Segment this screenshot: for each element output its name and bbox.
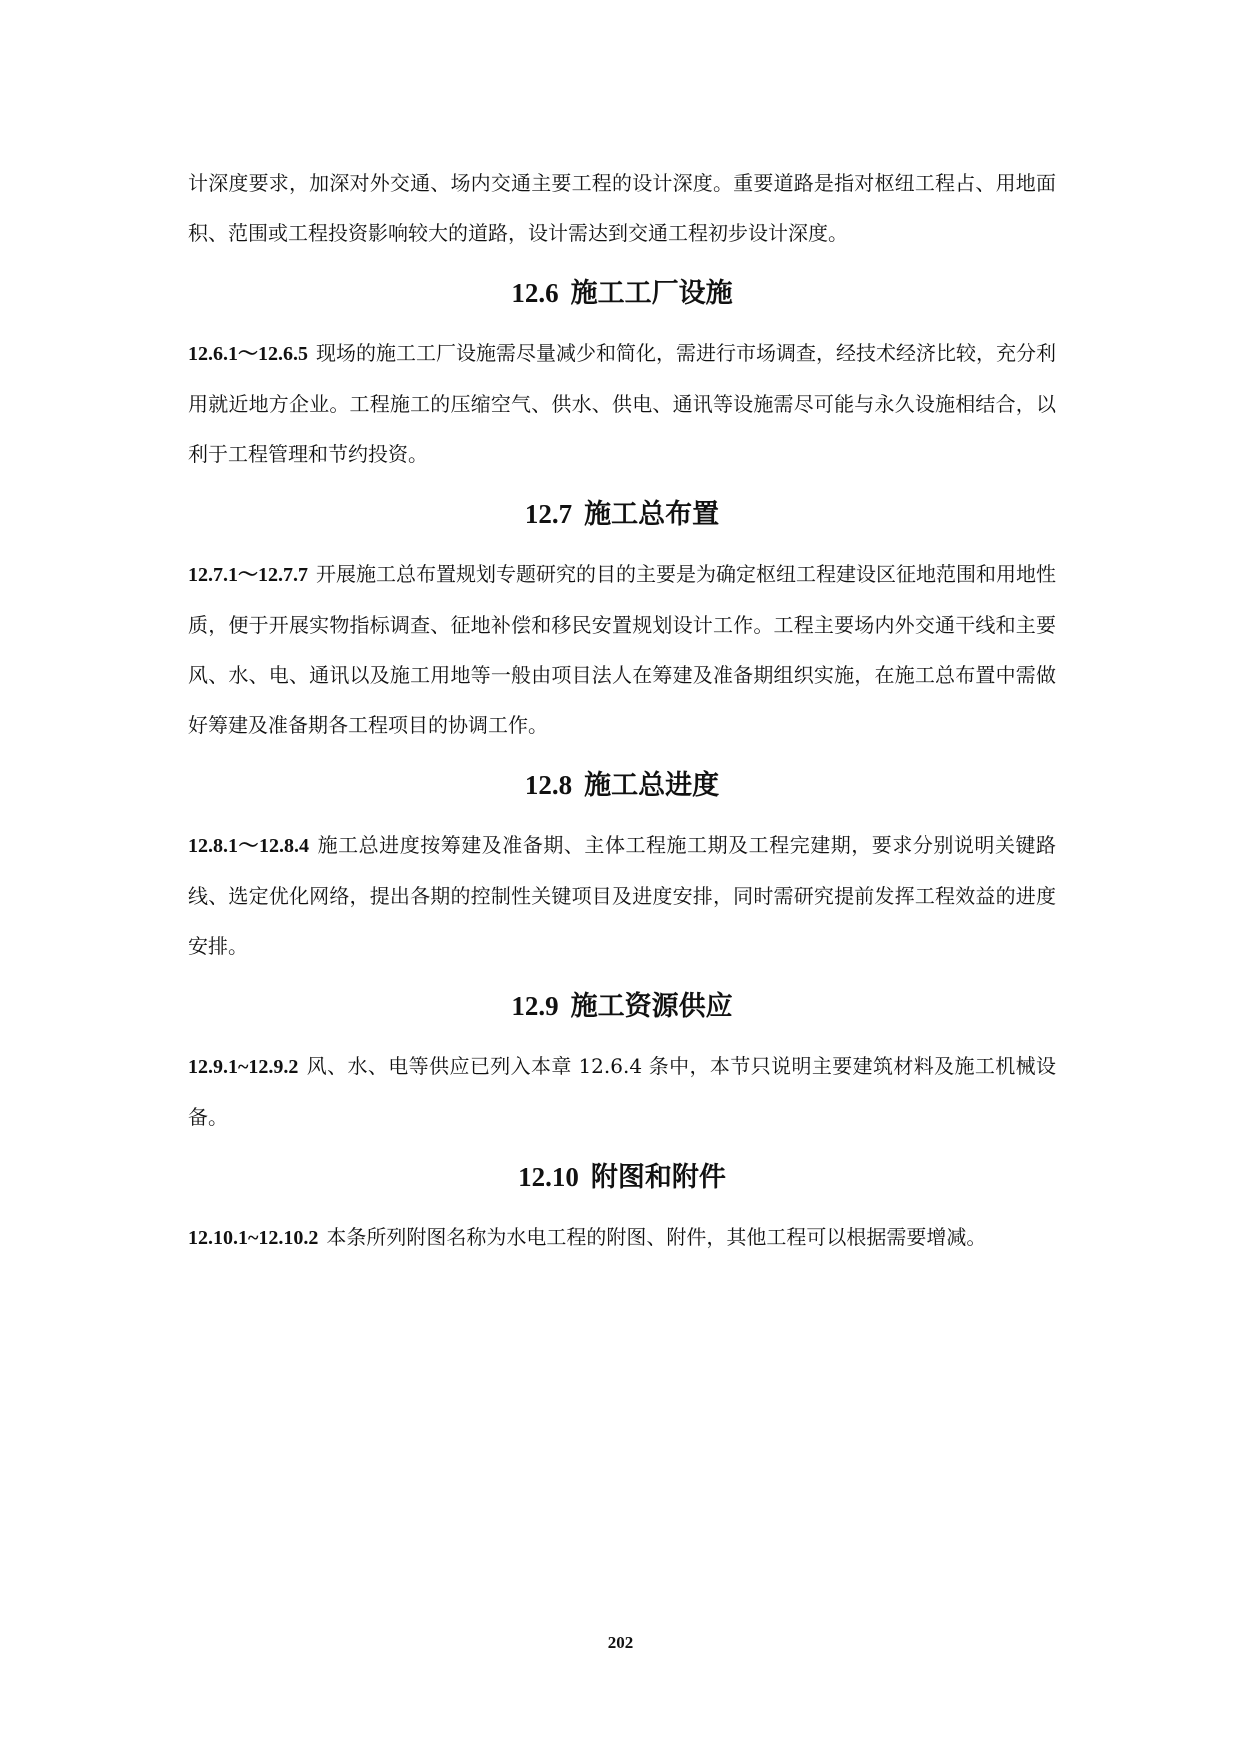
section-number: 12.8: [524, 770, 573, 800]
section-number: 12.6: [511, 278, 559, 308]
clause-text: 现场的施工工厂设施需尽量减少和简化，需进行市场调查，经技术经济比较，充分利用就近地方企业。工程施工的压缩空气、供水、供电、通讯等设施需尽可能与永久设施相结合，以利于工程管理和节约投资。: [188, 341, 1056, 466]
section-number: 12.10: [518, 1162, 579, 1192]
section-title: 施工总进度: [584, 770, 720, 801]
section-heading-12-7: [188, 479, 1056, 549]
section-title: 施工资源供应: [570, 991, 733, 1022]
section-heading-12-8: [188, 750, 1056, 820]
section-title: 附图和附件: [590, 1162, 726, 1193]
clause-number: 12.10.1~12.10.2: [188, 1227, 319, 1249]
section-paragraph-12-7: [188, 549, 1056, 750]
section-heading-12-6: [188, 258, 1056, 328]
section-paragraph-12-10: [188, 1212, 1056, 1263]
clause-number: 12.7.1～12.7.7: [188, 564, 308, 586]
section-number: 12.7: [524, 499, 573, 529]
clause-number: 12.9.1~12.9.2: [188, 1056, 299, 1078]
clause-text: 本条所列附图名称为水电工程的附图、附件，其他工程可以根据需要增减。: [326, 1225, 987, 1249]
section-paragraph-12-6: [188, 328, 1056, 479]
clause-text: 施工总进度按筹建及准备期、主体工程施工期及工程完建期，要求分别说明关键路线、选定优化网络，提出各期的控制性关键项目及进度安排，同时需研究提前发挥工程效益的进度安排。: [188, 833, 1057, 958]
section-paragraph-12-8: [188, 820, 1056, 971]
clause-text: 风、水、电等供应已列入本章 12.6.4 条中，本节只说明主要建筑材料及施工机械设备。: [188, 1054, 1056, 1129]
section-paragraph-12-9: [188, 1041, 1056, 1142]
clause-number: 12.8.1～12.8.4: [188, 835, 310, 857]
section-heading-12-10: [188, 1142, 1056, 1212]
intro-paragraph: 计深度要求，加深对外交通、场内交通主要工程的设计深度。重要道路是指对枢纽工程占、用地面积、范围或工程投资影响较大的道路，设计需达到交通工程初步设计深度。: [188, 171, 1056, 245]
page-number: 202: [607, 1633, 634, 1652]
section-heading-12-9: [188, 971, 1056, 1041]
section-title: 施工工厂设施: [570, 278, 733, 309]
clause-number: 12.6.1～12.6.5: [188, 343, 308, 365]
section-title: 施工总布置: [584, 499, 720, 530]
clause-text: 开展施工总布置规划专题研究的目的主要是为确定枢纽工程建设区征地范围和用地性质，便于开展实物指标调查、征地补偿和移民安置规划设计工作。工程主要场内外交通干线和主要风、水、电、通讯以及施工用地等一般由项目法人在筹建及准备期组织实施，在施工总布置中需做好筹建及准备期各工程项目的协调工作。: [188, 562, 1056, 737]
page-content: [188, 158, 1056, 1263]
section-number: 12.9: [511, 991, 559, 1021]
